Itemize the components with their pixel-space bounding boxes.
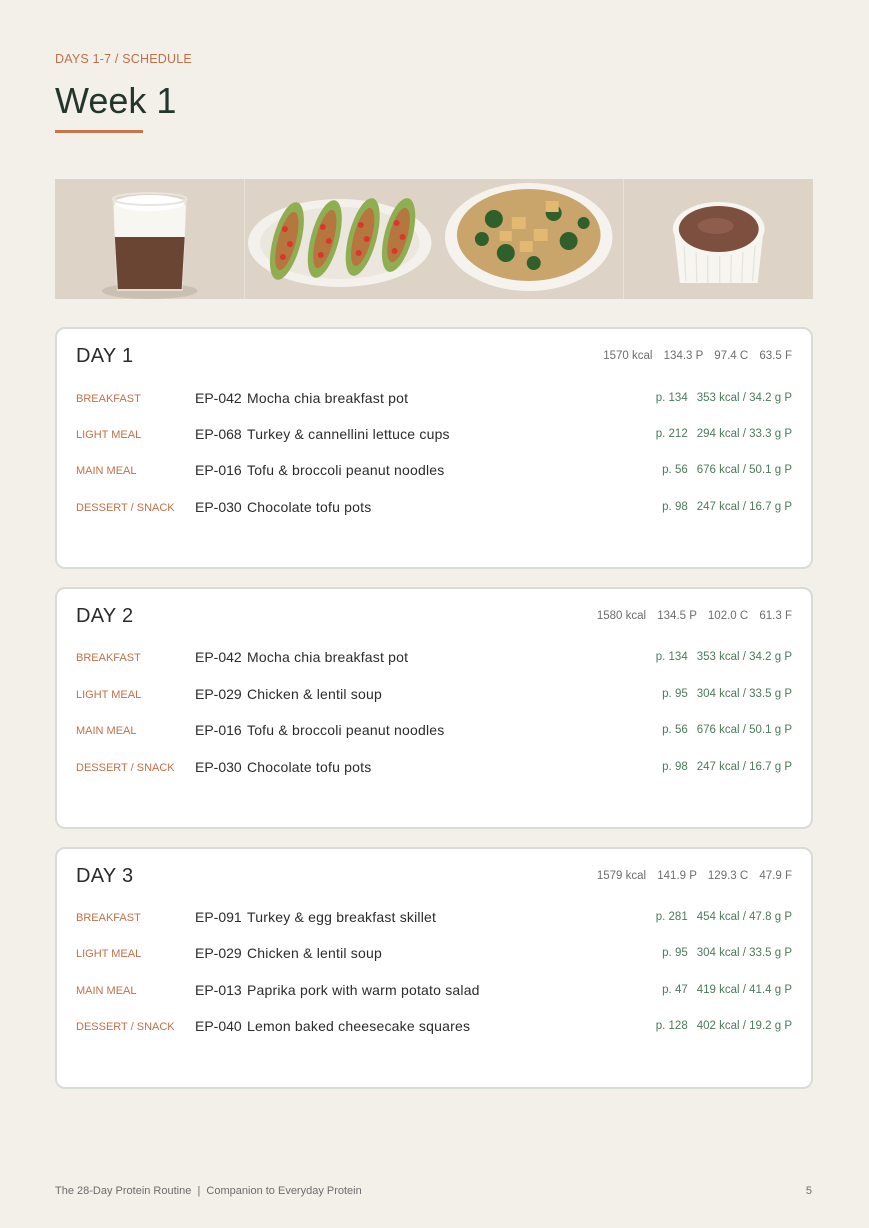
meal-row-light-meal[interactable] (76, 685, 792, 705)
recipe-page: p. 281 (655, 911, 688, 923)
recipe-nutrition: 304 kcal / 33.5 g P (696, 688, 792, 700)
day-kcal: 1570 kcal (603, 350, 653, 362)
recipe-page: p. 56 (662, 464, 688, 476)
recipe-name: Chocolate tofu pots (247, 499, 372, 515)
recipe-page: p. 134 (655, 392, 688, 404)
day-carbs: 97.4 C (714, 350, 749, 362)
meal-type: MAIN MEAL (76, 985, 137, 997)
page-number: 5 (805, 1185, 812, 1197)
day-fat: 61.3 F (759, 610, 792, 622)
recipe-code: EP-016 (195, 462, 242, 478)
meal-row-light-meal[interactable] (76, 944, 792, 964)
footer-title: The 28-Day Protein Routine | Companion to Everyday Protein (55, 1185, 362, 1197)
day-title: DAY 3 (76, 865, 134, 887)
chocolate-tofu-pot-photo (624, 179, 814, 299)
meal-row-main-meal[interactable] (76, 981, 792, 1001)
recipe-name: Chocolate tofu pots (247, 759, 372, 775)
recipe-code: EP-030 (195, 759, 242, 775)
recipe-page: p. 212 (655, 428, 688, 440)
meal-type: BREAKFAST (76, 912, 141, 924)
turkey-lettuce-cups-photo (245, 179, 435, 299)
day-title: DAY 1 (76, 345, 134, 367)
meal-type: DESSERT / SNACK (76, 762, 175, 774)
recipe-page: p. 56 (662, 724, 688, 736)
recipe-name: Tofu & broccoli peanut noodles (247, 462, 445, 478)
recipe-page: p. 98 (662, 501, 688, 513)
recipe-page: p. 128 (655, 1020, 688, 1032)
recipe-name: Lemon baked cheesecake squares (247, 1018, 471, 1034)
day-totals (589, 610, 792, 622)
recipe-code: EP-016 (195, 722, 242, 738)
day-protein: 141.9 P (657, 870, 697, 882)
day-card-2 (55, 587, 813, 829)
meal-row-breakfast[interactable] (76, 648, 792, 668)
recipe-name: Chicken & lentil soup (247, 686, 382, 702)
meal-type: MAIN MEAL (76, 725, 137, 737)
meal-row-dessert-snack[interactable] (76, 758, 792, 778)
recipe-code: EP-042 (195, 390, 242, 406)
meal-type: BREAKFAST (76, 652, 141, 664)
day-protein: 134.3 P (663, 350, 704, 362)
recipe-nutrition: 247 kcal / 16.7 g P (696, 501, 792, 513)
recipe-code: EP-040 (195, 1018, 242, 1034)
day-card-1 (55, 327, 813, 569)
recipe-code: EP-030 (195, 499, 242, 515)
recipe-page: p. 95 (662, 688, 688, 700)
day-kcal: 1580 kcal (596, 610, 647, 622)
meal-type: LIGHT MEAL (76, 429, 142, 441)
recipe-page: p. 98 (662, 761, 688, 773)
recipe-nutrition: 353 kcal / 34.2 g P (696, 651, 792, 663)
recipe-code: EP-029 (195, 945, 242, 961)
recipe-nutrition: 676 kcal / 50.1 g P (696, 464, 792, 476)
recipe-nutrition: 676 kcal / 50.1 g P (696, 724, 792, 736)
meal-row-light-meal[interactable] (76, 425, 792, 445)
meal-type: BREAKFAST (76, 393, 141, 405)
mocha-chia-pot-photo (55, 179, 245, 299)
day-kcal: 1579 kcal (596, 870, 647, 882)
recipe-nutrition: 294 kcal / 33.3 g P (696, 428, 792, 440)
day-totals (595, 350, 792, 362)
recipe-page: p. 95 (662, 947, 688, 959)
recipe-nutrition: 247 kcal / 16.7 g P (696, 761, 792, 773)
day-carbs: 102.0 C (707, 610, 749, 622)
recipe-code: EP-013 (195, 982, 242, 998)
meal-type: MAIN MEAL (76, 465, 137, 477)
tofu-peanut-noodles-photo (434, 179, 624, 299)
recipe-name: Mocha chia breakfast pot (247, 649, 409, 665)
recipe-nutrition: 402 kcal / 19.2 g P (696, 1020, 792, 1032)
photo-strip (55, 179, 813, 299)
day-fat: 63.5 F (759, 350, 792, 362)
title-underline (55, 130, 143, 133)
recipe-name: Turkey & cannellini lettuce cups (247, 426, 450, 442)
day-protein: 134.5 P (657, 610, 697, 622)
meal-row-breakfast[interactable] (76, 389, 792, 409)
meal-row-main-meal[interactable] (76, 461, 792, 481)
day-card-3 (55, 847, 813, 1089)
recipe-nutrition: 353 kcal / 34.2 g P (696, 392, 792, 404)
recipe-page: p. 47 (662, 984, 688, 996)
recipe-name: Tofu & broccoli peanut noodles (247, 722, 445, 738)
recipe-code: EP-042 (195, 649, 242, 665)
meal-type: DESSERT / SNACK (76, 1021, 175, 1033)
meal-type: LIGHT MEAL (76, 948, 142, 960)
meal-row-main-meal[interactable] (76, 721, 792, 741)
meal-row-dessert-snack[interactable] (76, 1017, 792, 1037)
meal-type: LIGHT MEAL (76, 689, 142, 701)
recipe-page: p. 134 (655, 651, 688, 663)
section-eyebrow: DAYS 1-7 / SCHEDULE (55, 52, 192, 66)
recipe-code: EP-029 (195, 686, 242, 702)
recipe-nutrition: 454 kcal / 47.8 g P (696, 911, 792, 923)
page-title: Week 1 (55, 80, 177, 121)
recipe-name: Chicken & lentil soup (247, 945, 382, 961)
meal-row-dessert-snack[interactable] (76, 498, 792, 518)
meal-type: DESSERT / SNACK (76, 502, 175, 514)
recipe-nutrition: 304 kcal / 33.5 g P (696, 947, 792, 959)
recipe-code: EP-091 (195, 909, 242, 925)
recipe-name: Mocha chia breakfast pot (247, 390, 409, 406)
day-fat: 47.9 F (759, 870, 792, 882)
recipe-name: Paprika pork with warm potato salad (247, 982, 480, 998)
recipe-name: Turkey & egg breakfast skillet (247, 909, 437, 925)
recipe-code: EP-068 (195, 426, 242, 442)
day-title: DAY 2 (76, 605, 134, 627)
day-totals (589, 870, 792, 882)
meal-row-breakfast[interactable] (76, 908, 792, 928)
day-carbs: 129.3 C (707, 870, 749, 882)
recipe-nutrition: 419 kcal / 41.4 g P (696, 984, 792, 996)
